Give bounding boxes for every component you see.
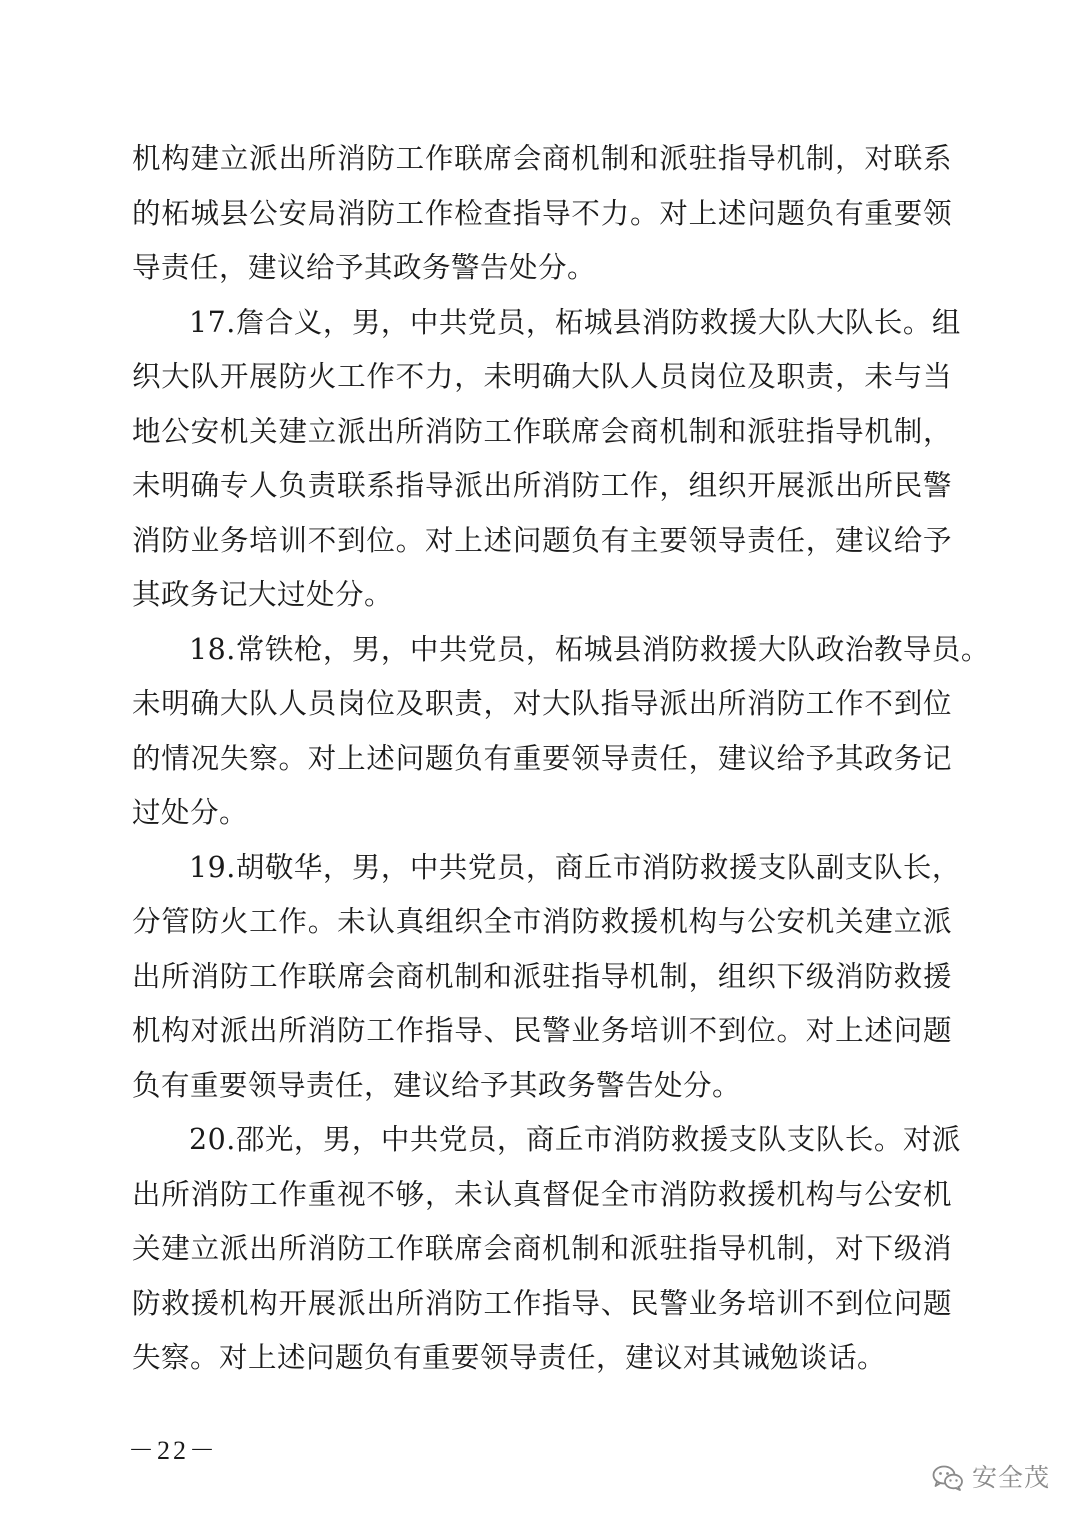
text-line: 织大队开展防火工作不力，未明确大队人员岗位及职责，未与当 [132,360,952,393]
text-line: 未明确大队人员岗位及职责，对大队指导派出所消防工作不到位 [132,687,952,720]
document-body [132,132,990,1386]
text-line: 防救援机构开展派出所消防工作指导、民警业务培训不到位问题 [132,1286,952,1320]
text-line: 导责任，建议给予其政务警告处分。 [132,251,597,284]
text-line: 的柘城县公安局消防工作检查指导不力。对上述问题负有重要领 [132,196,952,230]
watermark [932,1462,1050,1494]
text-line: 的情况失察。对上述问题负有重要领导责任，建议给予其政务记 [132,741,952,775]
text-line: 机构对派出所消防工作指导、民警业务培训不到位。对上述问题 [132,1014,952,1047]
text-line: 其政务记大过处分。 [132,578,394,611]
text-line: 过处分。 [132,796,249,829]
text-line: 出所消防工作联席会商机制和派驻指导机制，组织下级消防救援 [132,959,952,993]
paragraph-18-first-line: 18.常铁枪，男，中共党员，柘城县消防救援大队政治教导员。 [189,632,990,666]
paragraph-19-first-line: 19.胡敬华，男，中共党员，商丘市消防救援支队副支队长， [189,850,961,884]
wechat-icon [932,1464,964,1492]
text-line: 失察。对上述问题负有重要领导责任，建议对其诫勉谈话。 [132,1341,887,1374]
text-line: 负有重要领导责任，建议给予其政务警告处分。 [132,1068,742,1102]
text-line: 机构建立派出所消防工作联席会商机制和派驻指导机制，对联系 [132,142,952,175]
text-line: 关建立派出所消防工作联席会商机制和派驻指导机制，对下级消 [132,1232,952,1265]
text-line: 消防业务培训不到位。对上述问题负有主要领导责任，建议给予 [132,523,952,557]
text-line: 未明确专人负责联系指导派出所消防工作，组织开展派出所民警 [132,469,952,502]
text-line: 地公安机关建立派出所消防工作联席会商机制和派驻指导机制， [132,414,952,448]
text-line: 出所消防工作重视不够，未认真督促全市消防救援机构与公安机 [132,1177,952,1211]
paragraph-20-first-line: 20.邵光，男，中共党员，商丘市消防救援支队支队长。对派 [189,1123,961,1156]
paragraph-17-first-line: 17.詹合义，男，中共党员，柘城县消防救援大队大队长。组 [189,305,961,339]
watermark-text: 安全茂 [971,1463,1050,1492]
page-number: －22－ [128,1436,219,1465]
text-line: 分管防火工作。未认真组织全市消防救援机构与公安机关建立派 [132,905,952,938]
